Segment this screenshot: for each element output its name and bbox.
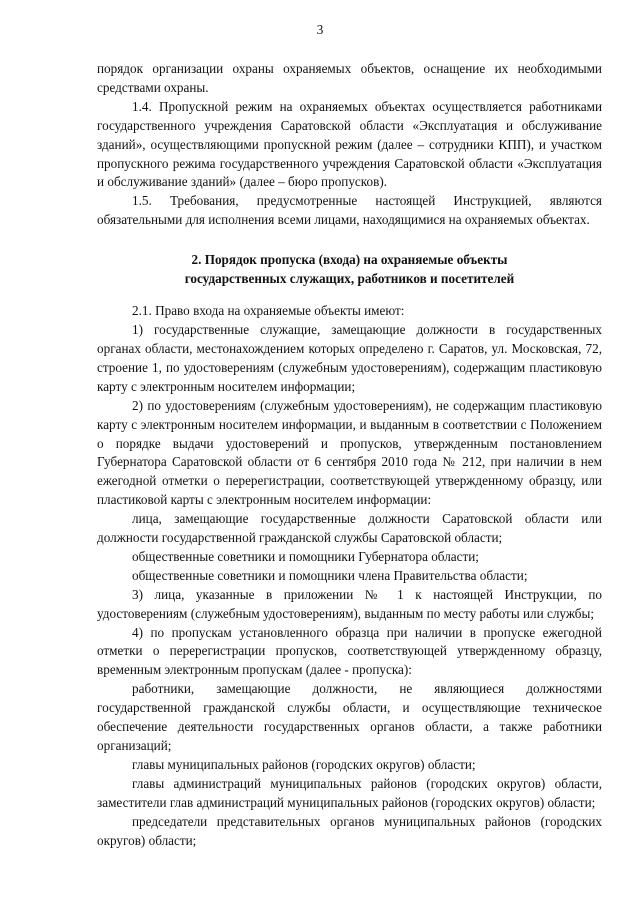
page-number: 3: [316, 22, 324, 37]
section-heading-line-2: государственных служащих, работников и посетителей: [184, 271, 515, 287]
section-heading: [97, 250, 602, 288]
paragraph-1-5: 1.5. Требования, предусмотренные настоящей Инструкцией, являются обязательными для исполнения всеми лицами, находящимися на охраняемых объектах.: [97, 193, 602, 228]
list-subitem: главы муниципальных районов (городских округов) области;: [132, 756, 476, 772]
list-item-4: 4) по пропускам установленного образца при наличии в пропуске ежегодной отметки о перерегистрации пропусков, соответствующей утвержденному образцу, временным электронным пропускам (далее - пропуска):: [97, 624, 602, 678]
list-item-2: 2) по удостоверениям (служебным удостоверениям), не содержащим пластиковую карту с электронным носителем информации, и выданным в соответствии с Положением о порядке выдачи удостоверений и пропусков, утвержденным постановлением Губернатора Саратовской области от 6 сентября 2010 года № 212, при наличии в нем ежегодной отметки о перерегистрации, соответствующей утвержденному образцу, или пластиковой карты с электронным носителем информации:: [97, 397, 602, 508]
list-subitem: общественные советники и помощники Губернатора области;: [132, 548, 479, 564]
paragraph-1-4: 1.4. Пропускной режим на охраняемых объектах осуществляется работниками государственного учреждения Саратовской области «Эксплуатация и обслуживание зданий», осуществляющими пропускной режим (далее – сотрудники КПП), и участком пропускного режима государственного учреждения Саратовской области «Эксплуатация и обслуживание зданий» (далее – бюро пропусков).: [97, 98, 602, 190]
section-heading-line-1: 2. Порядок пропуска (входа) на охраняемые объекты: [191, 252, 508, 268]
list-subitem: общественные советники и помощники члена Правительства области;: [132, 567, 528, 583]
document-body: [97, 60, 602, 850]
paragraph-2-1: 2.1. Право входа на охраняемые объекты имеют:: [132, 303, 405, 319]
list-subitem: председатели представительных органов муниципальных районов (городских округов) области;: [97, 813, 602, 848]
list-item-3: 3) лица, указанные в приложении № 1 к настоящей Инструкции, по удостоверениям (служебным удостоверениям), выданным по месту работы или службы;: [97, 586, 602, 621]
list-item-1: 1) государственные служащие, замещающие должности в государственных органах области, местонахождением которых определено г. Саратов, ул. Московская, 72, строение 1, по удостоверениям (служебным удостоверениям), содержащим пластиковую карту с электронным носителем информации;: [97, 322, 602, 394]
list-subitem: главы администраций муниципальных районов (городских округов) области, заместители глав администраций муниципальных районов (городских округов) области;: [97, 775, 602, 810]
list-subitem: работники, замещающие должности, не являющиеся должностями государственной гражданской службы области, и осуществляющие техническое обеспечение деятельности государственных органов области, а также работники организаций;: [97, 681, 602, 753]
list-subitem: лица, замещающие государственные должности Саратовской области или должности государственной гражданской службы Саратовской области;: [97, 511, 602, 546]
paragraph-continuation: порядок организации охраны охраняемых объектов, оснащение их необходимыми средствами охраны.: [97, 61, 602, 95]
